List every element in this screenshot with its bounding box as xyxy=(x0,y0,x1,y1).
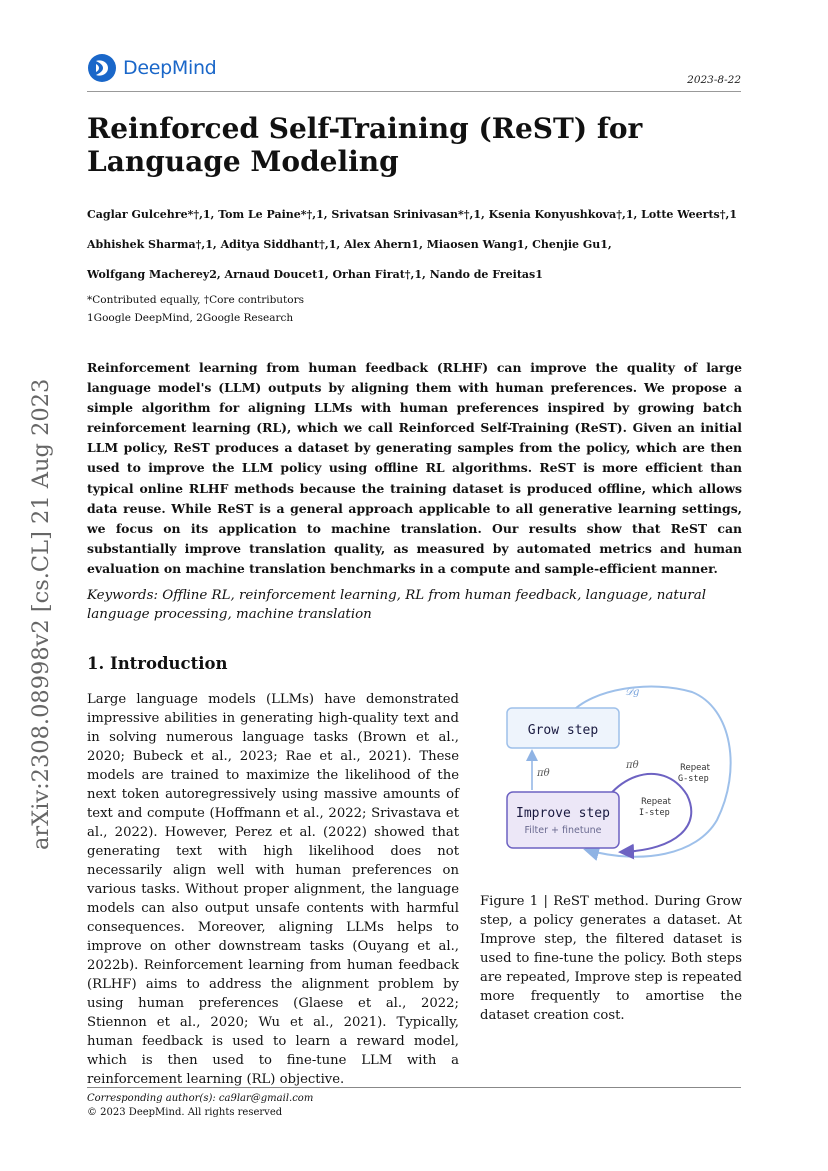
author-line: Wolfgang Macherey2, Arnaud Doucet1, Orhan Firat†,1, Nando de Freitas1 xyxy=(87,268,543,281)
author-line: Caglar Gulcehre*†,1, Tom Le Paine*†,1, Srivatsan Srinivasan*†,1, Ksenia Konyushkova†,1, Lotte Weerts†,1 xyxy=(87,208,737,221)
policy-label-inner: πθ xyxy=(626,760,639,771)
repeat-i-label: Repeat xyxy=(641,797,671,807)
footer xyxy=(87,1092,313,1120)
author-list xyxy=(87,200,747,290)
figure-caption: Figure 1 | ReST method. During Grow step, a policy generates a dataset. At Improve step, the filtered dataset is used to fine-tune the policy. Both steps are repeated, Improve step is repeated more frequently to amortise the dataset creation cost. xyxy=(480,894,742,1023)
section-heading: 1. Introduction xyxy=(87,654,228,673)
logo-text: DeepMind xyxy=(123,57,217,79)
paper-title: Reinforced Self-Training (ReST) for Language Modeling xyxy=(87,112,643,178)
affiliations-block xyxy=(87,291,304,327)
grow-step-label: Grow step xyxy=(527,723,599,738)
improve-step-sublabel: Filter + finetune xyxy=(524,825,602,836)
footer-divider xyxy=(87,1087,741,1088)
repeat-g-label: Repeat xyxy=(680,763,710,773)
deepmind-logo-icon xyxy=(87,53,117,83)
arxiv-stamp xyxy=(28,360,58,850)
abstract: Reinforcement learning from human feedback (RLHF) can improve the quality of large language model's (LLM) outputs by aligning them with human preferences. We propose a simple algorithm for aligning LLMs with human preferences inspired by growing batch reinforcement learning (RL), which we call Reinforced Self-Training (ReST). Given an initial LLM policy, ReST produces a dataset by generating samples from the policy, which are then used to improve the LLM policy using offline RL algorithms. ReST is more efficient than typical online RLHF methods because the training dataset is produced offline, which allows data reuse. While ReST is a general approach applicable to all generative learning settings, we focus on its application to machine translation. Our results show that ReST can substantially improve translation quality, as measured by automated metrics and human evaluation on machine translation benchmarks in a compute and sample-efficient manner. xyxy=(87,360,742,576)
introduction-text: Large language models (LLMs) have demonstrated impressive abilities in generating high-quality text and in solving numerous language tasks (Brown et al., 2020; Bubeck et al., 2023; Rae et al., 2021). These models are trained to maximize the likelihood of the next token autoregressively using massive amounts of text and compute (Hoffmann et al., 2022; Srivastava et al., 2022). However, Perez et al. (2022) showed that generating text with high likelihood does not necessarily align well with human preferences on various tasks. Without proper alignment, the language models can also output unsafe contents with harmful consequences. Moreover, aligning LLMs helps to improve on other downstream tasks (Ouyang et al., 2022b). Reinforcement learning from human feedback (RLHF) aims to address the alignment problem by using human preferences (Glaese et al., 2022; Stiennon et al., 2020; Wu et al., 2021). Typically, human feedback is used to learn a reward model, which is then used to fine-tune LLM with a reinforcement learning (RL) objective. xyxy=(87,692,459,1087)
copyright-notice: © 2023 DeepMind. All rights reserved xyxy=(87,1107,283,1118)
affiliations: 1Google DeepMind, 2Google Research xyxy=(87,312,294,324)
rest-method-figure xyxy=(492,680,742,865)
author-line: Abhishek Sharma†,1, Aditya Siddhant†,1, Alex Ahern1, Miaosen Wang1, Chenjie Gu1, xyxy=(87,238,612,251)
contribution-note: *Contributed equally, †Core contributors xyxy=(87,294,304,306)
rest-diagram xyxy=(492,680,742,865)
corresponding-author: Corresponding author(s): ca9lar@gmail.com xyxy=(87,1093,314,1104)
keywords: Keywords: Offline RL, reinforcement learning, RL from human feedback, language, natural language processing, machine translation xyxy=(87,588,707,622)
dataset-label: 𝒟g xyxy=(625,687,640,698)
repeat-g-step: G-step xyxy=(678,774,709,784)
arxiv-stamp-text: arXiv:2308.08998v2 [cs.CL] 21 Aug 2023 xyxy=(28,378,54,850)
publication-date: 2023-8-22 xyxy=(687,74,741,86)
header-divider xyxy=(87,91,741,92)
policy-label-left: πθ xyxy=(537,768,550,779)
deepmind-logo xyxy=(87,51,237,85)
repeat-i-step: I-step xyxy=(639,808,670,818)
improve-step-label: Improve step xyxy=(516,806,610,821)
